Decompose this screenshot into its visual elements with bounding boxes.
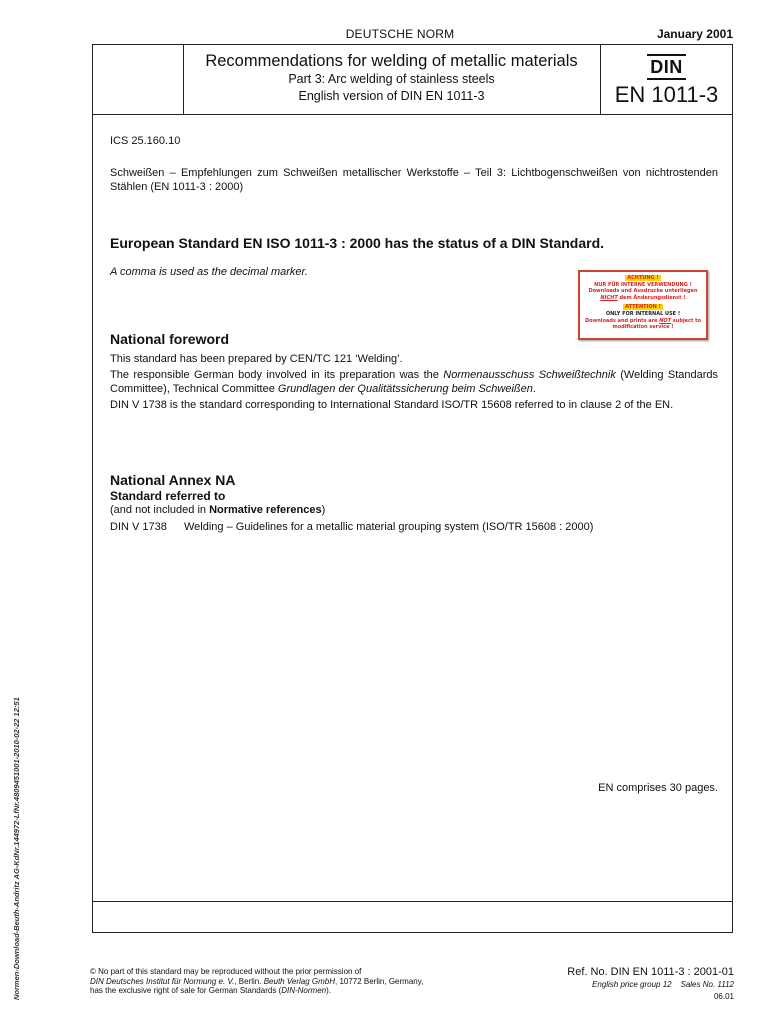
page-count-note: EN comprises 30 pages. bbox=[598, 782, 718, 794]
stamp-achtung: ACHTUNG ! bbox=[627, 275, 659, 281]
copyright-line-1: No part of this standard may be reproduced without the prior permission of bbox=[95, 967, 362, 976]
national-annex-note bbox=[110, 504, 325, 516]
decimal-marker-note: A comma is used as the decimal marker. bbox=[110, 266, 308, 278]
norm-label: DEUTSCHE NORM bbox=[345, 27, 455, 41]
copyright-line-2b: , Berlin. bbox=[234, 976, 264, 986]
copyright-line-3a: has the exclusive right of sale for German Standards ( bbox=[90, 986, 282, 995]
copyright-din-normen: DIN-Normen bbox=[281, 986, 327, 995]
annex-note-a: (and not included in bbox=[110, 504, 210, 516]
foreword-p2-technical-committee: Grundlagen der Qualitätssicherung beim Schweißen bbox=[277, 383, 533, 395]
national-annex-heading: National Annex NA bbox=[110, 472, 236, 488]
copyright-icon: © bbox=[90, 967, 96, 976]
title-block bbox=[93, 45, 732, 115]
foreword-p2-c: (Welding Standards Committee), Technical Committee bbox=[110, 369, 719, 395]
title-block-center-cell bbox=[183, 45, 600, 114]
status-statement: European Standard EN ISO 1011-3 : 2000 has the status of a DIN Standard. bbox=[110, 235, 605, 251]
national-foreword-heading: National foreword bbox=[110, 331, 230, 347]
title-block-right-cell bbox=[600, 45, 732, 114]
foreword-p2-e: . bbox=[532, 383, 536, 395]
stamp-line-2: Downloads und Ausdrucke unterliegen bbox=[588, 288, 698, 295]
copyright-line-2d: , 10772 Berlin, Germany, bbox=[335, 976, 424, 986]
stamp-line-4: ONLY FOR INTERNAL USE ! bbox=[605, 310, 681, 317]
internal-use-stamp bbox=[578, 270, 708, 340]
foreword-paragraph-1: This standard has been prepared by CEN/TC 121 ‘Welding’. bbox=[110, 353, 403, 365]
issue-date: January 2001 bbox=[656, 27, 733, 41]
foreword-p2-a: The responsible German body involved in its preparation was the bbox=[110, 369, 444, 381]
referenced-standard-code: DIN V 1738 bbox=[110, 521, 167, 533]
foreword-paragraph-2 bbox=[110, 368, 718, 396]
stamp-line-5: Downloads and prints are bbox=[585, 317, 660, 324]
national-foreword-body bbox=[110, 352, 718, 414]
price-and-sales bbox=[592, 980, 734, 989]
german-title: Schweißen – Empfehlungen zum Schweißen metallischer Werkstoffe – Teil 3: Lichtbogenschweißen von nichtrostenden Stählen (EN 1011-3 : 2000) bbox=[110, 167, 718, 193]
stamp-line-6: modification service ! bbox=[612, 324, 674, 331]
copyright-din: DIN Deutsches Institut für Normung e. V. bbox=[90, 976, 235, 986]
din-logo: DIN bbox=[647, 54, 686, 80]
price-group: English price group 12 bbox=[591, 980, 672, 989]
copyright-line-3c: ). bbox=[326, 986, 331, 995]
download-watermark: Normen-Download-Beuth-Andritz AG-KdNr.144972-LfNr.4809451001-2010-02-22 12:51 bbox=[12, 697, 21, 1000]
annex-note-c: ) bbox=[321, 504, 326, 516]
stamp-nicht: NICHT bbox=[600, 294, 618, 301]
referenced-standard bbox=[110, 521, 593, 533]
sales-number: Sales No. 1112 bbox=[680, 980, 734, 989]
standard-number: EN 1011-3 bbox=[614, 82, 719, 107]
copyright-beuth: Beuth Verlag GmbH bbox=[263, 976, 335, 986]
stamp-line-3: dem Änderungsdienst ! bbox=[617, 294, 686, 301]
reference-number: Ref. No. DIN EN 1011-3 : 2001-01 bbox=[567, 966, 734, 978]
stamp-line-5b: subject to bbox=[671, 317, 701, 324]
foreword-paragraph-3: DIN V 1738 is the standard corresponding to International Standard ISO/TR 15608 referred to in clause 2 of the EN. bbox=[110, 399, 674, 411]
document-version: English version of DIN EN 1011-3 bbox=[298, 89, 485, 103]
ics-code: ICS 25.160.10 bbox=[110, 135, 181, 147]
footer-code: 06.01 bbox=[713, 992, 734, 1001]
foreword-p2-committee: Normenausschuss Schweißtechnik bbox=[443, 369, 616, 381]
stamp-line-1: NUR FÜR INTERNE VERWENDUNG ! bbox=[594, 281, 692, 288]
annex-note-bold: Normative references bbox=[209, 504, 322, 516]
referenced-standard-title: Welding – Guidelines for a metallic material grouping system (ISO/TR 15608 : 2000) bbox=[184, 521, 594, 533]
national-annex-subheading: Standard referred to bbox=[110, 489, 226, 503]
stamp-not: NOT bbox=[659, 317, 672, 324]
frame-footer-row bbox=[93, 901, 732, 932]
title-block-left-cell bbox=[93, 45, 184, 114]
document-part: Part 3: Arc welding of stainless steels bbox=[288, 72, 495, 86]
document-title: Recommendations for welding of metallic materials bbox=[205, 52, 578, 70]
stamp-attention: ATTENTION ! bbox=[625, 304, 661, 311]
copyright-notice bbox=[90, 967, 490, 996]
